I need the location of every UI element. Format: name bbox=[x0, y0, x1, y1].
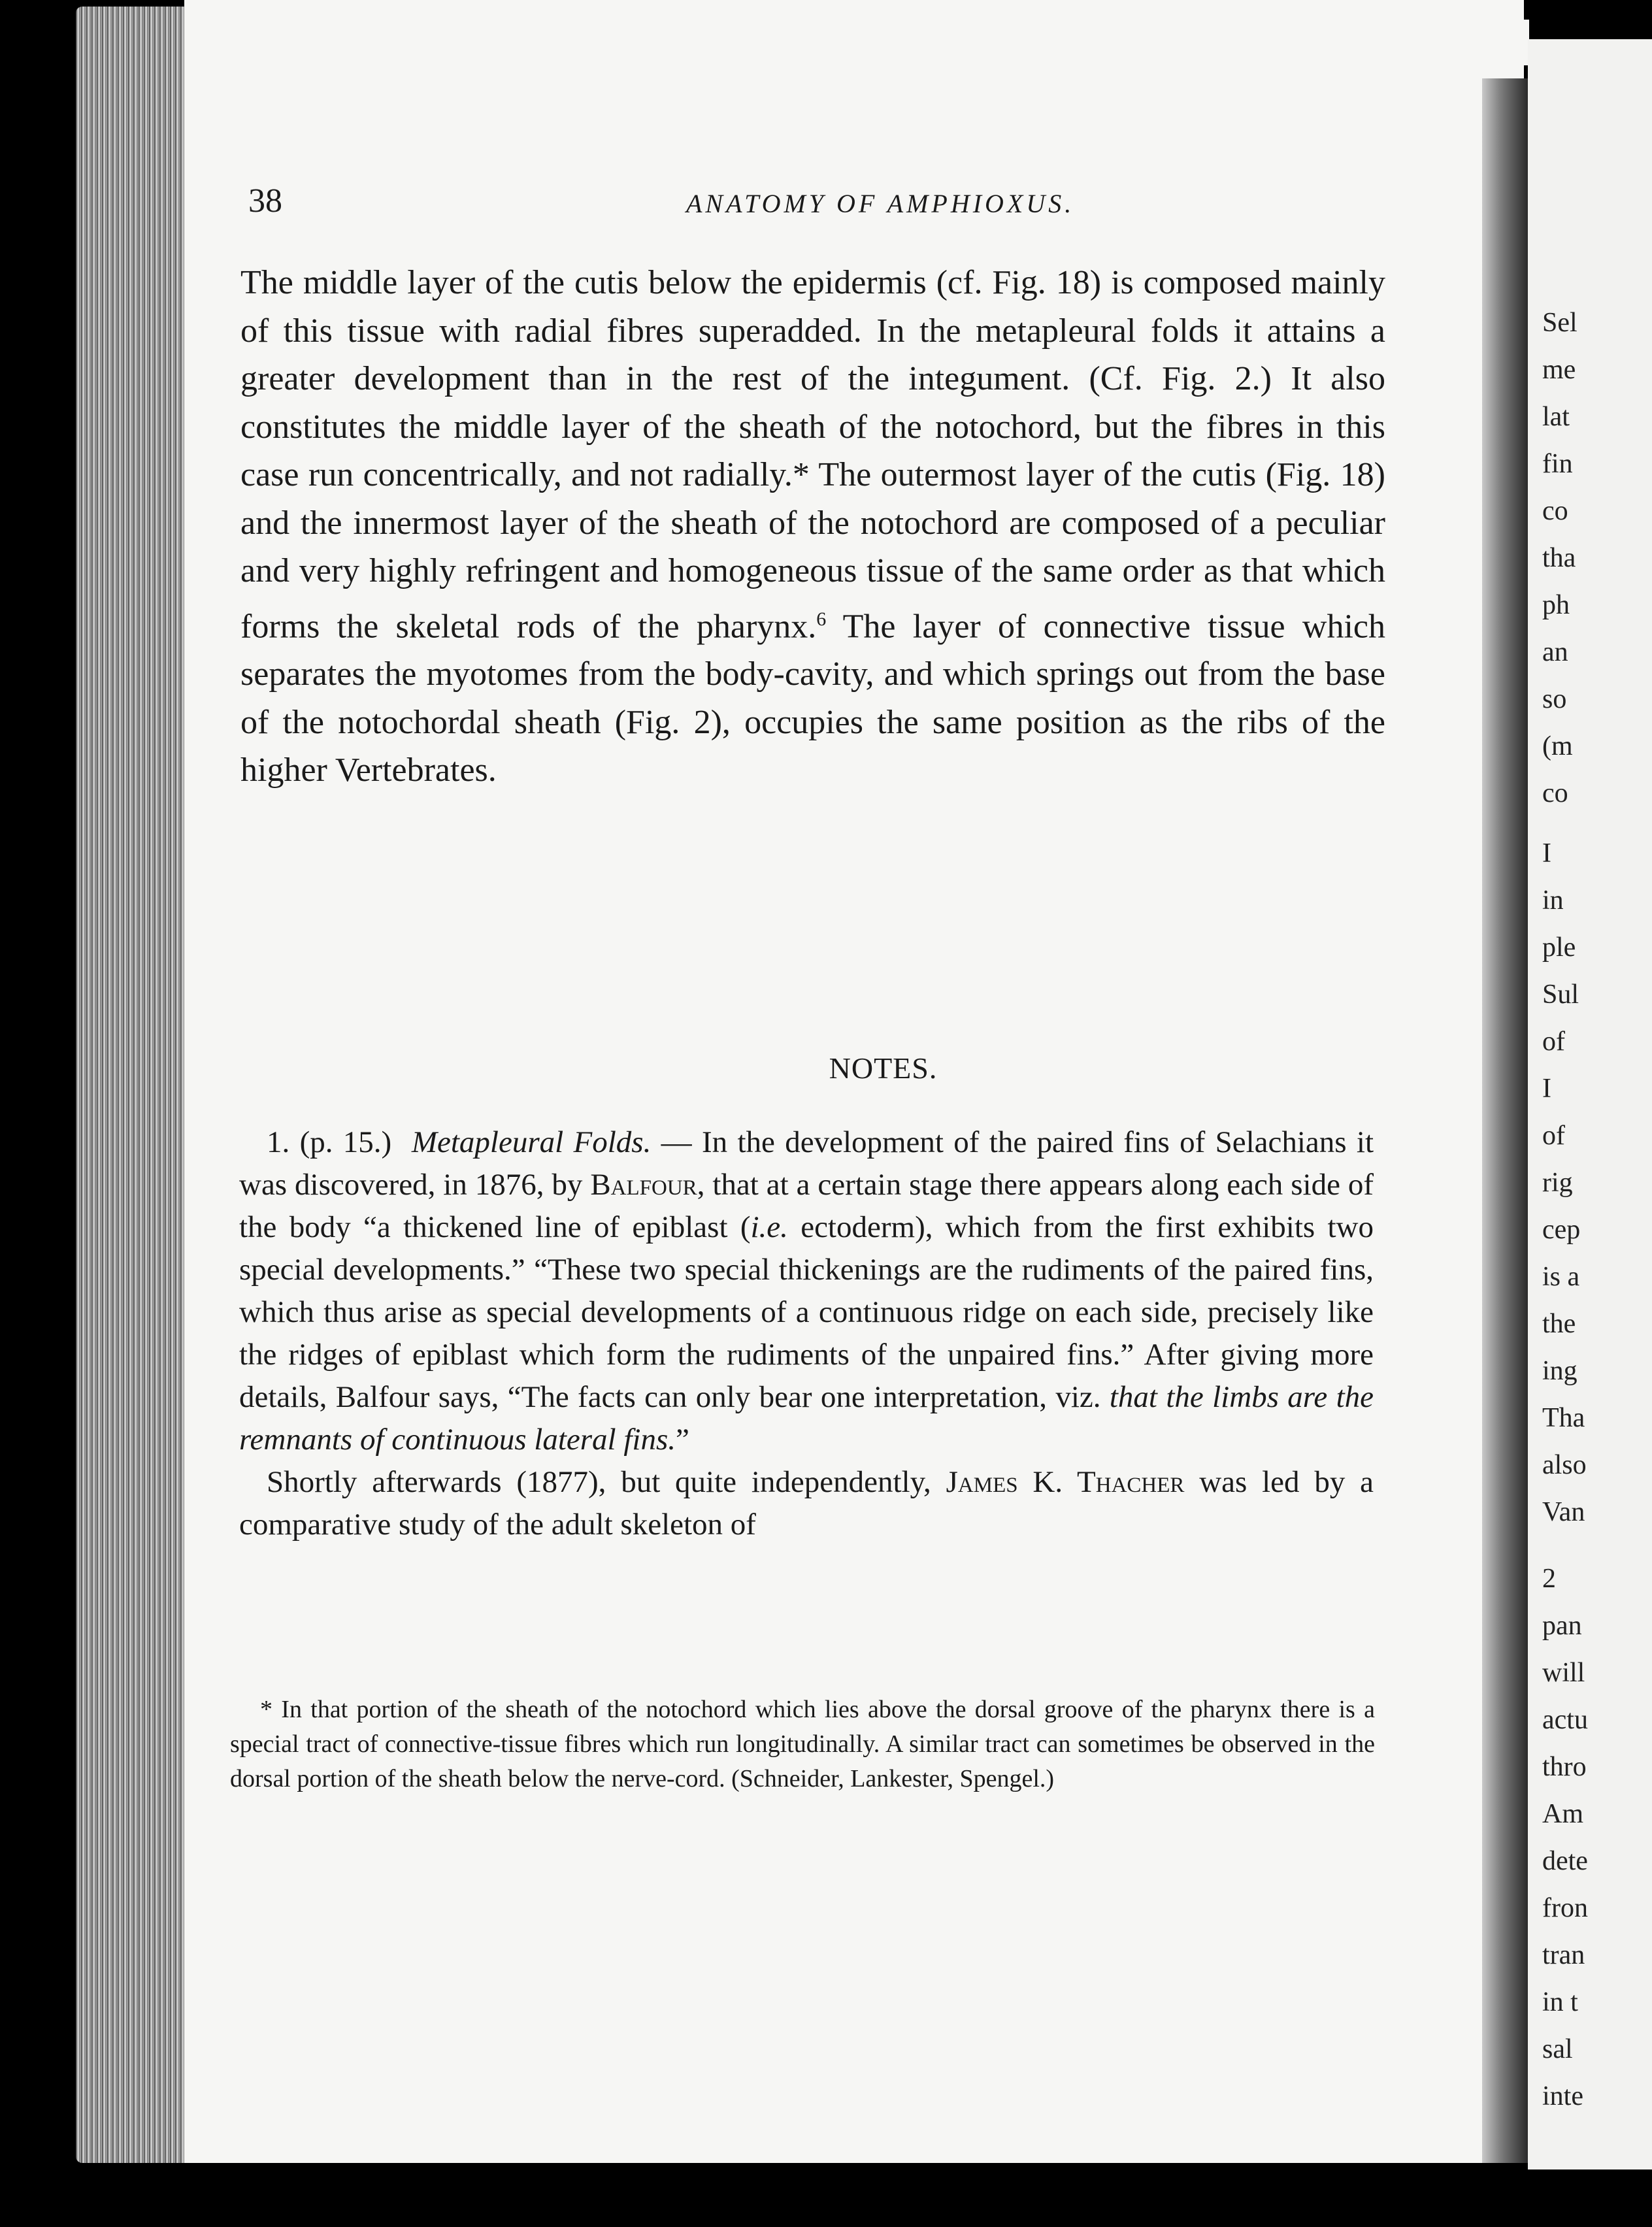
facing-page-line: I bbox=[1542, 1074, 1551, 1104]
facing-page-line: of bbox=[1542, 1121, 1565, 1151]
facing-page-line: sal bbox=[1542, 2034, 1573, 2064]
facing-page-line: rig bbox=[1542, 1168, 1573, 1198]
facing-page-line: ph bbox=[1542, 590, 1570, 620]
facing-page-line: will bbox=[1542, 1658, 1585, 1688]
note-label: 1. (p. 15.) bbox=[267, 1125, 392, 1159]
facing-page-line: 2 bbox=[1542, 1564, 1556, 1594]
facing-page-line: co bbox=[1542, 496, 1568, 526]
notes-section bbox=[239, 1121, 1374, 1546]
facing-page-line: an bbox=[1542, 637, 1568, 667]
notes-heading: NOTES. bbox=[829, 1051, 938, 1085]
facing-page-line: also bbox=[1542, 1450, 1587, 1480]
facing-page-line: inte bbox=[1542, 2081, 1583, 2111]
facing-page-line: tran bbox=[1542, 1940, 1585, 1970]
facing-page-line: ing bbox=[1542, 1356, 1578, 1386]
note-title: Metapleural Folds. bbox=[411, 1125, 652, 1159]
facing-page-line: in t bbox=[1542, 1987, 1578, 2017]
facing-page-line: Van bbox=[1542, 1497, 1585, 1527]
running-head bbox=[0, 182, 1652, 221]
facing-page-line: thro bbox=[1542, 1752, 1587, 1782]
facing-page-line: Tha bbox=[1542, 1403, 1585, 1433]
facing-page-line: me bbox=[1542, 355, 1576, 385]
quotation-italic: that the limbs are the remnants of continuous lateral fins. bbox=[239, 1380, 1374, 1457]
book-gutter bbox=[1482, 78, 1528, 2163]
facing-page-line: lat bbox=[1542, 402, 1570, 432]
note-1: 1. (p. 15.) Metapleural Folds. — In the development of the paired fins of Selachians it was discovered, in 1876, by Balfour, that at a certain stage there appears along each side of the body “a thickened line of epiblast (i.e. ectoderm), which from the first exhibits two special developments.” “These two special thickenings are the rudiments of the paired fins, which thus arise as special developments of a continuous ridge on each side, precisely like the ridges of epiblast which form the rudiments of the unpaired fins.” After giving more details, Balfour says, “The facts can only bear one interpretation, viz. that the limbs are the remnants of continuous lateral fins.” bbox=[239, 1125, 1374, 1457]
gutter-top bbox=[1483, 20, 1529, 65]
facing-page-line: pan bbox=[1542, 1611, 1582, 1641]
facing-page-line: ple bbox=[1542, 932, 1576, 963]
facing-page-line: co bbox=[1542, 778, 1568, 808]
facing-page-line: of bbox=[1542, 1027, 1565, 1057]
facing-page-line: fin bbox=[1542, 449, 1573, 479]
facing-page-edge bbox=[1528, 39, 1652, 2169]
endnote-reference: 6 bbox=[816, 608, 827, 630]
facing-page-line: tha bbox=[1542, 543, 1576, 573]
facing-page-line: Am bbox=[1542, 1799, 1583, 1829]
page-number: 38 bbox=[248, 182, 282, 220]
facing-page-line: is a bbox=[1542, 1262, 1580, 1292]
running-title: ANATOMY OF AMPHIOXUS. bbox=[686, 189, 1075, 218]
facing-page-line: fron bbox=[1542, 1893, 1588, 1923]
facing-page-line: the bbox=[1542, 1309, 1576, 1339]
main-body-text bbox=[240, 259, 1385, 795]
facing-page-line: dete bbox=[1542, 1846, 1588, 1876]
footnote bbox=[230, 1692, 1375, 1796]
author-name: James K. Thacher bbox=[946, 1465, 1185, 1499]
facing-page-line: actu bbox=[1542, 1705, 1588, 1735]
facing-page-line: (m bbox=[1542, 731, 1573, 761]
facing-page-line: cep bbox=[1542, 1215, 1581, 1245]
facing-page-line: Sel bbox=[1542, 308, 1578, 338]
facing-page-line: Sul bbox=[1542, 980, 1579, 1010]
note-1-continuation: Shortly afterwards (1877), but quite independently, James K. Thacher was led by a comparative study of the adult skeleton of bbox=[239, 1465, 1374, 1542]
body-paragraph: The middle layer of the cutis below the epidermis (cf. Fig. 18) is composed mainly of this tissue with radial fibres superadded. In the metapleural folds it attains a greater development than in the rest of the integument. (Cf. Fig. 2.) It also constitutes the middle layer of the sheath of the notochord, but the fibres in this case run concentrically, and not radially.* The outermost layer of the cutis (Fig. 18) and the innermost layer of the sheath of the notochord are composed of a peculiar and very highly refringent and homogeneous tissue of the same order as that which forms the skeletal rods of the pharynx.$^6$ The layer of connective tissue which separates the myotomes from the body-cavity, and which springs out from the base of the notochordal sheath (Fig. 2), occupies the same position as the ribs of the higher Vertebrates. bbox=[240, 264, 1385, 789]
facing-page-line: I bbox=[1542, 838, 1551, 868]
facing-page-line: in bbox=[1542, 885, 1564, 916]
facing-page-line: so bbox=[1542, 684, 1567, 714]
footnote-text: * In that portion of the sheath of the notochord which lies above the dorsal groove of the pharynx there is a special tract of connective-tissue fibres which run longitudinally. A similar tract can sometimes be observed in the dorsal portion of the sheath below the nerve-cord. (Schneider, Lankester, Spengel.) bbox=[230, 1696, 1375, 1792]
author-name: Balfour bbox=[590, 1168, 697, 1202]
